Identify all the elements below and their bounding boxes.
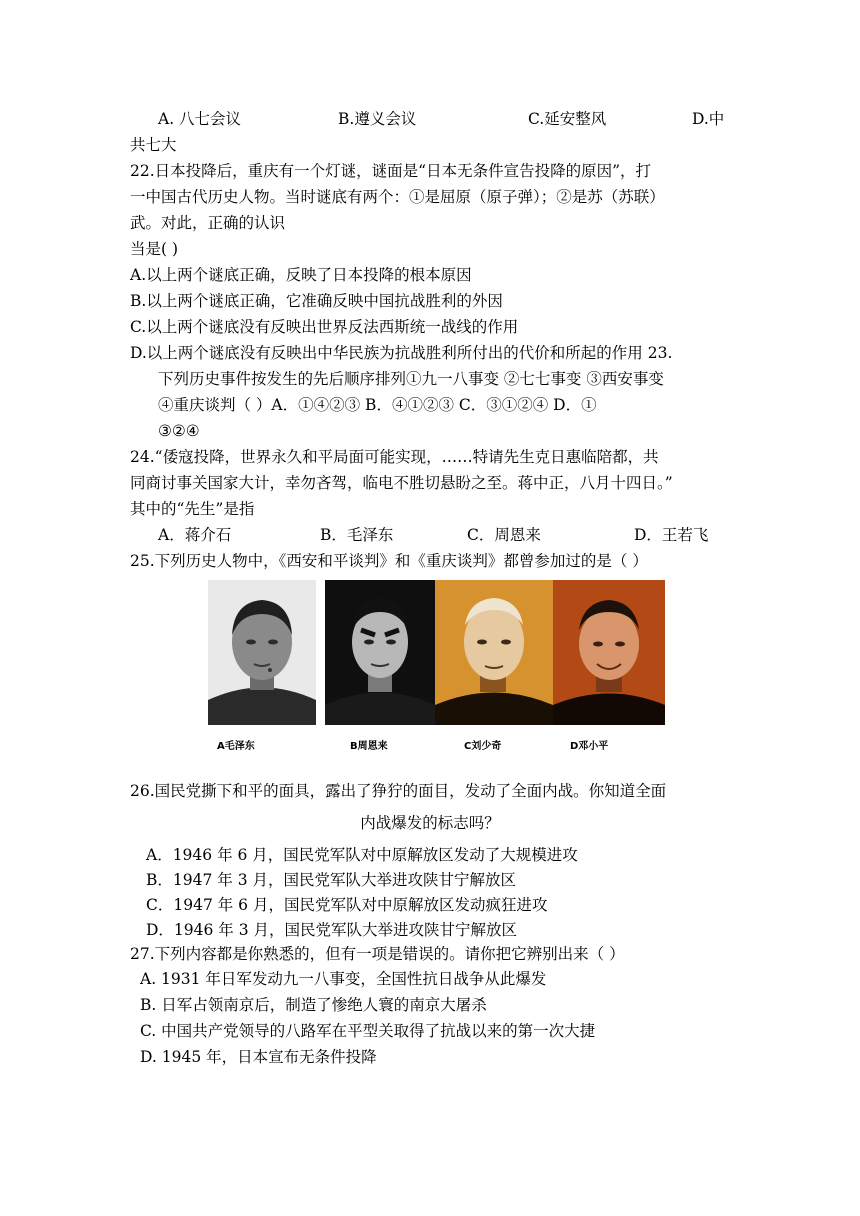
q22-stem-line3: 武。对此，正确的认识: [130, 214, 286, 232]
q26-option-a: A．1946 年 6 月，国民党军队对中原解放区发动了大规模进攻: [146, 846, 578, 864]
q24-option-d: D．王若飞: [634, 526, 709, 544]
q24-option-c: C．周恩来: [467, 526, 541, 544]
q27-stem: 27.下列内容都是你熟悉的，但有一项是错误的。请你把它辨别出来（ ）: [130, 945, 625, 963]
portrait-a-caption: A毛泽东: [217, 741, 255, 752]
q22-option-d: D.以上两个谜底没有反映出中华民族为抗战胜利所付出的代价和所起的作用 23.: [130, 344, 673, 362]
portrait-d-caption: D邓小平: [570, 741, 609, 752]
q22-stem-line4: 当是( ): [130, 240, 179, 258]
q22-option-c: C.以上两个谜底没有反映出世界反法西斯统一战线的作用: [130, 318, 519, 336]
q26-option-d: D．1946 年 3 月，国民党军队大举进攻陕甘宁解放区: [146, 921, 518, 939]
q22-option-b: B.以上两个谜底正确，它准确反映中国抗战胜利的外因: [130, 292, 503, 310]
q27-option-b: B. 日军占领南京后，制造了惨绝人寰的南京大屠杀: [140, 996, 487, 1014]
portrait-row: [208, 580, 664, 730]
q23-stem-line2: ④重庆谈判（ ）A．①④②③ B．④①②③ C．③①②④ D．①: [158, 396, 597, 414]
q27-option-a: A. 1931 年日军发动九一八事变，全国性抗日战争从此爆发: [140, 970, 547, 988]
q24-option-b: B．毛泽东: [320, 526, 394, 544]
portrait-d: [553, 580, 665, 725]
q25-stem: 25.下列历史人物中，《西安和平谈判》和《重庆谈判》都曾参加过的是（ ）: [130, 552, 648, 570]
q26-option-c: C．1947 年 6 月，国民党军队对中原解放区发动疯狂进攻: [146, 896, 548, 914]
q27-option-d: D. 1945 年，日本宣布无条件投降: [140, 1048, 377, 1066]
q24-option-a: A．蒋介石: [158, 526, 232, 544]
q24-stem-line3: 其中的“先生”是指: [130, 500, 255, 518]
q27-option-c: C. 中国共产党领导的八路军在平型关取得了抗战以来的第一次大捷: [140, 1022, 596, 1040]
q26-stem-line1: 26.国民党撕下和平的面具，露出了狰狞的面目，发动了全面内战。你知道全面: [130, 782, 667, 800]
q22-stem-line2: 一中国古代历史人物。当时谜底有两个：①是屈原（原子弹）；②是苏（苏联）: [130, 188, 665, 206]
q23-stem-line3: ③②④: [158, 422, 200, 440]
q21-option-b: B.遵义会议: [338, 110, 417, 128]
q24-stem-line1: 24.“倭寇投降，世界永久和平局面可能实现，……特请先生克日惠临陪都，共: [130, 448, 659, 466]
q26-option-b: B．1947 年 3 月，国民党军队大举进攻陕甘宁解放区: [146, 871, 516, 889]
q21-option-c: C.延安整风: [528, 110, 607, 128]
q22-option-a: A.以上两个谜底正确，反映了日本投降的根本原因: [130, 266, 472, 284]
portrait-b: [325, 580, 435, 725]
portrait-b-caption: B周恩来: [350, 741, 388, 752]
portrait-c: [435, 580, 553, 725]
q23-stem-line1: 下列历史事件按发生的先后顺序排列①九一八事变 ②七七事变 ③西安事变: [158, 370, 664, 388]
q21-option-d-continued: 共七大: [130, 136, 177, 154]
q21-option-d: D.中: [692, 110, 725, 128]
q24-stem-line2: 同商讨事关国家大计，幸勿吝驾，临电不胜切悬盼之至。蒋中正，八月十四日。”: [130, 474, 673, 492]
portrait-c-caption: C刘少奇: [464, 741, 502, 752]
q26-stem-line2: 内战爆发的标志吗？: [360, 814, 500, 832]
portrait-a: [208, 580, 316, 725]
q21-option-a: A. 八七会议: [158, 110, 242, 128]
q22-stem-line1: 22.日本投降后，重庆有一个灯谜，谜面是“日本无条件宣告投降的原因”，打: [130, 162, 652, 180]
